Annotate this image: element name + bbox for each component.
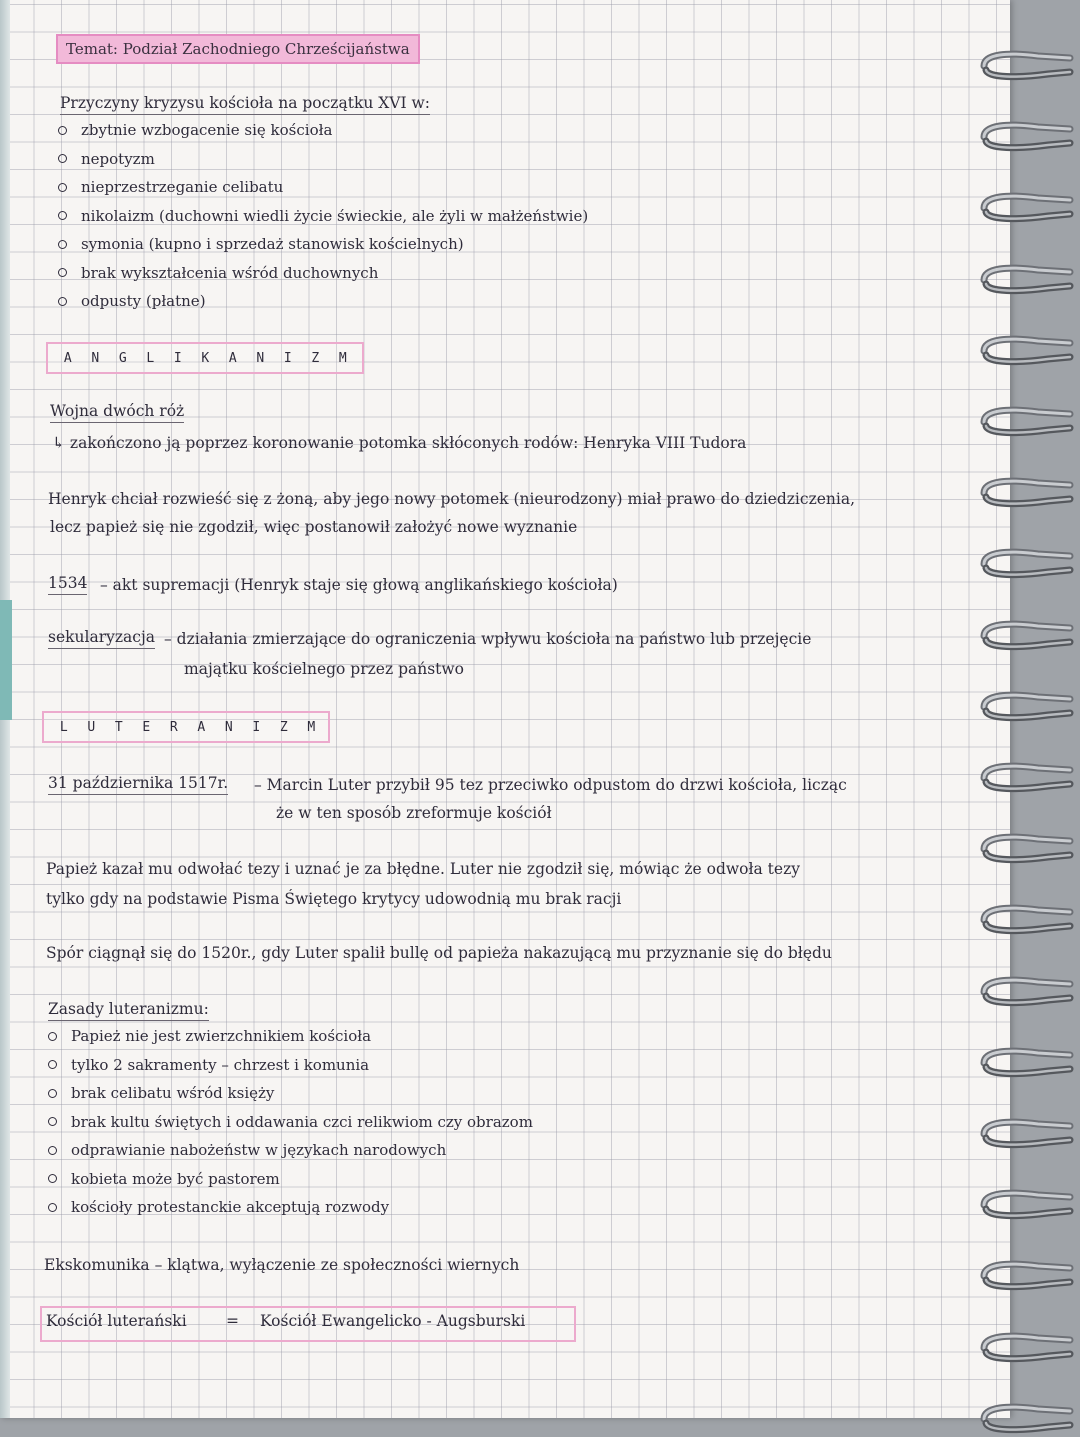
bullet-icon (48, 1203, 57, 1212)
spiral-ring-icon (978, 618, 1074, 654)
anglikanizm-heading (46, 342, 364, 374)
heading-letter: N (224, 719, 233, 735)
henry-line-2: lecz papież się nie zgodził, więc postanowił założyć nowe wyznanie (50, 518, 578, 536)
spiral-ring-icon (978, 1258, 1074, 1294)
spiral-ring-icon (978, 119, 1074, 155)
heading-letter: A (63, 350, 72, 366)
causes-list (58, 116, 588, 316)
luteranizm-heading (42, 711, 330, 743)
heading-letter: L (146, 350, 155, 366)
list-item: kościoły protestanckie akceptują rozwody (48, 1193, 533, 1222)
church-right: Kościół Ewangelicko - Augsburski (260, 1312, 526, 1330)
list-item: nikolaizm (duchowni wiedli życie świeckie, ale żyli w małżeństwie) (58, 202, 588, 231)
bullet-icon (48, 1146, 57, 1155)
heading-letter: Z (279, 719, 288, 735)
list-item: symonia (kupno i sprzedaż stanowisk kościelnych) (58, 230, 588, 259)
spiral-ring-icon (978, 262, 1074, 298)
rules-list (48, 1022, 533, 1222)
spiral-ring-icon (978, 1045, 1074, 1081)
list-item: tylko 2 sakramenty – chrzest i komunia (48, 1051, 533, 1080)
heading-letter: N (91, 350, 100, 366)
heading-letter: I (252, 719, 261, 735)
heading-letter: L (59, 719, 68, 735)
spiral-ring-icon (978, 760, 1074, 796)
spiral-ring-icon (978, 1401, 1074, 1437)
bullet-icon (48, 1060, 57, 1069)
bullet-icon (58, 211, 67, 220)
thesis-date: 31 października 1517r. (48, 776, 228, 795)
heading-letter: R (169, 719, 178, 735)
spiral-ring-icon (978, 902, 1074, 938)
church-equals: = (226, 1312, 239, 1330)
spiral-ring-icon (978, 546, 1074, 582)
heading-letter: Z (311, 350, 320, 366)
list-item: odprawianie nabożeństw w językach narodowych (48, 1136, 533, 1165)
spiral-ring-icon (978, 689, 1074, 725)
heading-letter: I (173, 350, 182, 366)
heading-letter: I (283, 350, 292, 366)
page-title: Temat: Podział Zachodniego Chrześcijaństwa (56, 34, 420, 64)
bullet-icon (48, 1032, 57, 1041)
heading-letter: A (197, 719, 206, 735)
bullet-icon (48, 1089, 57, 1098)
bullet-icon (58, 154, 67, 163)
act-date: 1534 (48, 576, 87, 595)
excommunication-line: Ekskomunika – klątwa, wyłączenie ze społeczności wiernych (44, 1256, 520, 1274)
list-item: Papież nie jest zwierzchnikiem kościoła (48, 1022, 533, 1051)
spiral-ring-icon (978, 831, 1074, 867)
war-note: ↳ zakończono ją poprzez koronowanie potomka skłóconych rodów: Henryka VIII Tudora (52, 434, 747, 452)
bullet-icon (58, 268, 67, 277)
bullet-icon (58, 240, 67, 249)
spiral-ring-icon (978, 974, 1074, 1010)
act-text: – akt supremacji (Henryk staje się głową anglikańskiego kościoła) (100, 576, 618, 594)
pope-line-2: tylko gdy na podstawie Pisma Świętego krytycy udowodnią mu brak racji (46, 890, 622, 908)
bullet-icon (58, 183, 67, 192)
bullet-icon (58, 126, 67, 135)
bullet-icon (48, 1174, 57, 1183)
heading-letter: M (307, 719, 316, 735)
spiral-ring-icon (978, 404, 1074, 440)
thesis-text-1: – Marcin Luter przybił 95 tez przeciwko odpustom do drzwi kościoła, licząc (254, 776, 847, 794)
list-item: brak celibatu wśród księży (48, 1079, 533, 1108)
spiral-ring-icon (978, 1187, 1074, 1223)
secularization-line-2: majątku kościelnego przez państwo (184, 660, 464, 678)
list-item: brak wykształcenia wśród duchownych (58, 259, 588, 288)
heading-letter: G (118, 350, 127, 366)
list-item: brak kultu świętych i oddawania czci relikwiom czy obrazom (48, 1108, 533, 1137)
rules-title: Zasady luteranizmu: (48, 1002, 209, 1021)
heading-letter: U (87, 719, 96, 735)
list-item: nepotyzm (58, 145, 588, 174)
list-item: zbytnie wzbogacenie się kościoła (58, 116, 588, 145)
spiral-ring-icon (978, 1116, 1074, 1152)
bullet-icon (48, 1117, 57, 1126)
church-left: Kościół luterański (46, 1312, 187, 1330)
causes-heading: Przyczyny kryzysu kościoła na początku XVI w: (60, 96, 430, 115)
thesis-text-2: że w ten sposób zreformuje kościół (276, 804, 552, 822)
list-item: kobieta może być pastorem (48, 1165, 533, 1194)
heading-letter: T (114, 719, 123, 735)
spiral-ring-icon (978, 190, 1074, 226)
war-title: Wojna dwóch róż (50, 404, 184, 423)
page-edge-tab (0, 600, 12, 720)
heading-letter: A (228, 350, 237, 366)
heading-letter: E (142, 719, 151, 735)
heading-letter: M (338, 350, 347, 366)
heading-letter: K (201, 350, 210, 366)
spiral-ring-icon (978, 48, 1074, 84)
heading-letter: N (256, 350, 265, 366)
pope-line-1: Papież kazał mu odwołać tezy i uznać je za błędne. Luter nie zgodził się, mówiąc że odwoła tezy (46, 860, 801, 878)
spiral-ring-icon (978, 475, 1074, 511)
secularization-line-1: – działania zmierzające do ograniczenia wpływu kościoła na państwo lub przejęcie (164, 630, 812, 648)
spiral-ring-icon (978, 1330, 1074, 1366)
spiral-ring-icon (978, 333, 1074, 369)
dispute-line: Spór ciągnął się do 1520r., gdy Luter spalił bullę od papieża nakazującą mu przyznanie się do błędu (46, 944, 832, 962)
secularization-term: sekularyzacja (48, 630, 155, 649)
list-item: odpusty (płatne) (58, 287, 588, 316)
bullet-icon (58, 297, 67, 306)
henry-line-1: Henryk chciał rozwieść się z żoną, aby jego nowy potomek (nieurodzony) miał prawo do dziedziczenia, (48, 490, 856, 508)
list-item: nieprzestrzeganie celibatu (58, 173, 588, 202)
